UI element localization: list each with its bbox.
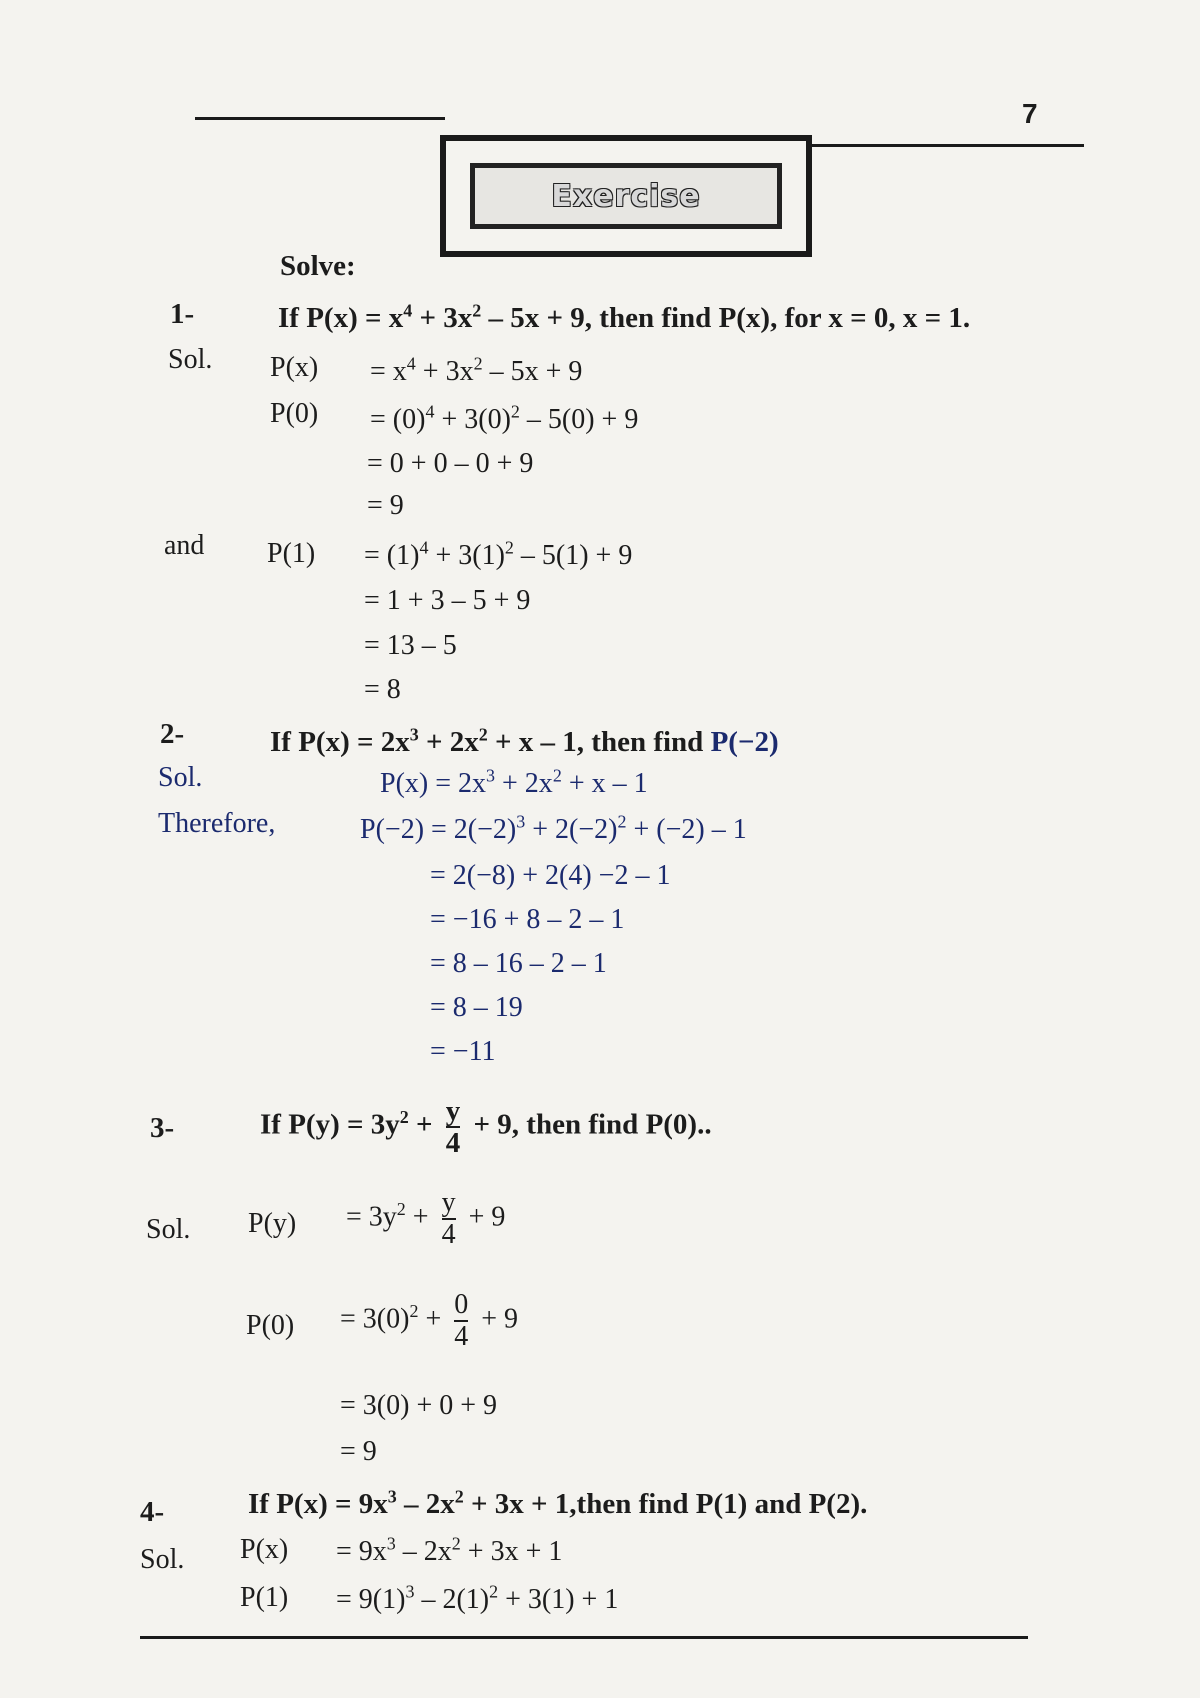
- q1-l2-lhs: P(0): [270, 398, 319, 429]
- q3-sol-label: Sol.: [146, 1214, 191, 1245]
- q1-l5-lhs: P(1): [267, 538, 316, 569]
- q4-l2-lhs: P(1): [240, 1582, 289, 1613]
- q1-sol-label: Sol.: [168, 344, 213, 375]
- q2-sol-label: Sol.: [158, 762, 203, 793]
- q1-l6: = 1 + 3 – 5 + 9: [364, 585, 531, 616]
- q1-and-label: and: [164, 530, 205, 561]
- q3-l2-lhs: P(0): [246, 1310, 295, 1341]
- q4-l2-rhs: = $9(1)^3 - 2(1)^2 + 3(1) + 1$: [336, 1581, 619, 1615]
- header-rule-right: [812, 144, 1084, 147]
- q4-l1-rhs: = $9x^3 - 2x^2 + 3x + 1$: [336, 1533, 563, 1567]
- q4-l1-lhs: P(x): [240, 1534, 289, 1565]
- q1-l1-rhs: = $x^4 + 3x^2 - 5x + 9$: [370, 353, 583, 387]
- q2-number: 2-: [160, 718, 185, 750]
- q1-number: 1-: [170, 298, 195, 330]
- q1-l8: = 8: [364, 674, 401, 705]
- exercise-banner-inner: [470, 163, 782, 229]
- q2-l5: = 8 – 16 – 2 – 1: [430, 948, 607, 979]
- q1-l2-rhs: = $(0)^4 + 3(0)^2 - 5(0) + 9$: [370, 401, 639, 435]
- q2-l3: = 2(−8) + 2(4) −2 – 1: [430, 860, 671, 891]
- q3-statement: If $P(y) = 3y^2$ + $\frac{y}{4}$ + 9, then find P(0)..: [260, 1095, 712, 1159]
- q4-statement: If $P(x) = 9x^3 - 2x^2 + 3x$ + 1,then find P(1) and P(2).: [248, 1486, 868, 1520]
- q3-l2-fraction: $\frac{0}{4}$: [454, 1289, 469, 1352]
- q3-l1-lhs: P(y): [248, 1208, 297, 1239]
- exercise-title: Exercise: [551, 178, 701, 214]
- q2-statement: If $P(x) = 2x^3 + 2x^2 + x - 1$, then find P(−2): [270, 724, 779, 758]
- page-number: 7: [1022, 98, 1038, 129]
- q1-l5-rhs: = $(1)^4 + 3(1)^2 - 5(1) + 9$: [364, 537, 633, 571]
- q2-l1: $P(x) = 2x^3 + 2x^2 + x - 1$: [380, 765, 648, 799]
- q3-l3: = 3(0) + 0 + 9: [340, 1390, 498, 1421]
- solve-label: Solve:: [280, 250, 356, 282]
- q4-number: 4-: [140, 1496, 165, 1528]
- q1-l3: = 0 + 0 – 0 + 9: [367, 448, 534, 479]
- q3-l4: = 9: [340, 1436, 377, 1467]
- q3-l2-rhs: = $3(0)^2$ + $\frac{0}{4}$ + 9: [340, 1289, 519, 1352]
- q2-l2: $P(-2) = 2(-2)^3 + 2(-2)^2 + (-2) - 1$: [360, 811, 747, 845]
- q3-l1-fraction: $\frac{y}{4}$: [441, 1187, 456, 1250]
- q3-number: 3-: [150, 1112, 175, 1144]
- q1-statement: If $P(x) = x^4 + 3x^2 - 5x + 9$, then find P(x), for x = 0, x = 1.: [278, 300, 971, 334]
- header-rule-left: [195, 117, 445, 120]
- q1-l1-lhs: P(x): [270, 352, 319, 383]
- footer-rule: [140, 1636, 1028, 1639]
- q3-l1-rhs: = $3y^2$ + $\frac{y}{4}$ + 9: [346, 1187, 506, 1250]
- exercise-banner: [440, 135, 812, 257]
- q2-l4: = −16 + 8 – 2 – 1: [430, 904, 625, 935]
- q2-l6: = 8 – 19: [430, 992, 523, 1023]
- q4-sol-label: Sol.: [140, 1544, 185, 1575]
- q3-statement-fraction: $\frac{y}{4}$: [445, 1095, 461, 1159]
- q2-l7: = −11: [430, 1036, 496, 1067]
- q2-therefore-label: Therefore,: [158, 808, 276, 839]
- q1-l4: = 9: [367, 490, 404, 521]
- q1-l7: = 13 – 5: [364, 630, 457, 661]
